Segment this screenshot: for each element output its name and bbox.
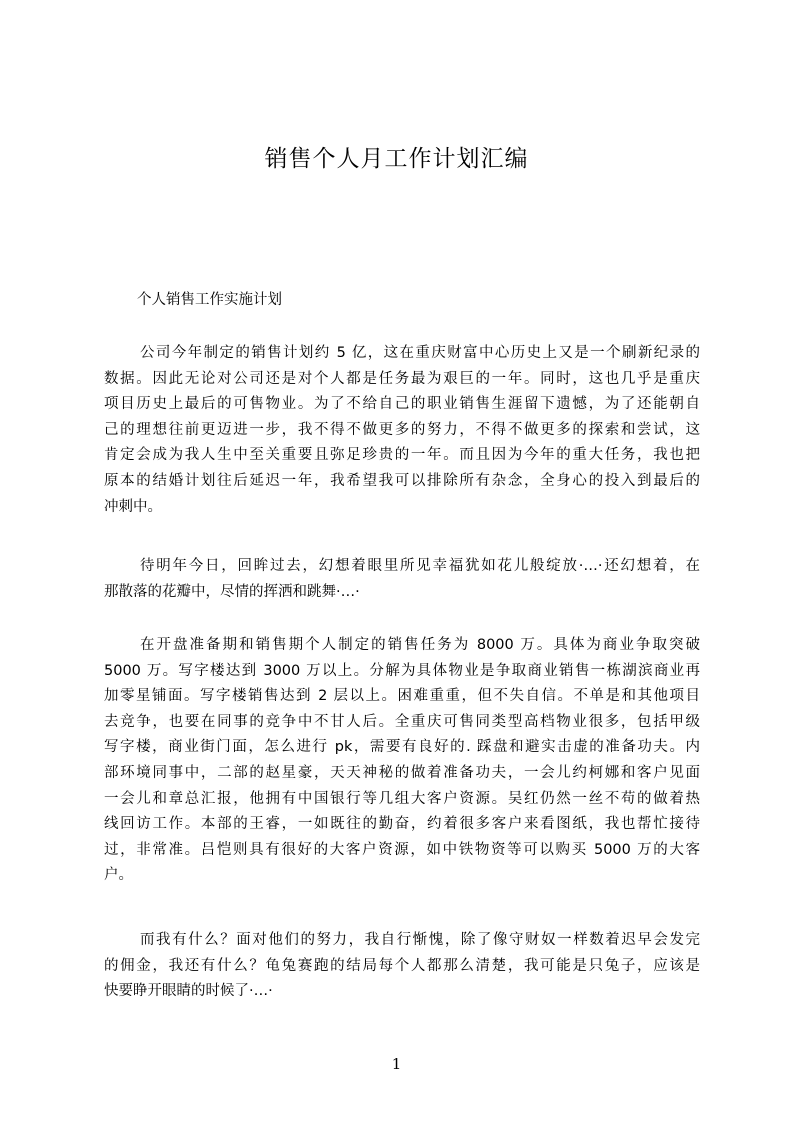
paragraph-line: 加零星铺面。写字楼销售达到 2 层以上。困难重重，但不失自信。不单是和其他项目 xyxy=(104,688,700,705)
paragraph-3 xyxy=(104,633,700,889)
paragraph-line: 线回访工作。本部的王睿，一如既往的勤奋，约着很多客户来看图纸，我也帮忙接待 xyxy=(104,816,700,833)
paragraph-line: 过，非常准。吕恺则具有很好的大客户资源，如中铁物资等可以购买 5000 万的大客 xyxy=(104,841,700,858)
document-title: 销售个人月工作计划汇编 xyxy=(264,146,529,172)
paragraph-line: 数据。因此无论对公司还是对个人都是任务最为艰巨的一年。同时，这也几乎是重庆 xyxy=(104,370,700,387)
paragraph-line: 一会儿和章总汇报，他拥有中国银行等几组大客户资源。吴红仍然一丝不苟的做着热 xyxy=(104,790,700,807)
paragraph-line: 原本的结婚计划往后延迟一年，我希望我可以排除所有杂念，全身心的投入到最后的 xyxy=(104,472,700,489)
paragraph-line: 项目历史上最后的可售物业。为了不给自己的职业销售生涯留下遗憾，为了还能朝自 xyxy=(104,396,700,413)
paragraph-line: 快要睁开眼睛的时候了·…· xyxy=(104,983,273,1000)
paragraph-line: 5000 万。写字楼达到 3000 万以上。分解为具体物业是争取商业销售一栋湖滨商业再 xyxy=(104,662,700,679)
paragraph-line: 而我有什么？面对他们的努力，我自行惭愧，除了像守财奴一样数着迟早会发完 xyxy=(140,932,700,948)
paragraph-line: 的佣金，我还有什么？龟兔赛跑的结局每个人都那么清楚，我可能是只兔子，应该是 xyxy=(104,957,700,974)
paragraph-line: 肯定会成为我人生中至关重要且弥足珍贵的一年。而且因为今年的重大任务，我也把 xyxy=(104,447,700,464)
paragraph-line: 待明年今日，回眸过去，幻想着眼里所见幸福犹如花儿般绽放·…·还幻想着，在 xyxy=(140,558,700,574)
paragraph-line: 己的理想往前更迈进一步，我不得不做更多的努力，不得不做更多的探索和尝试，这 xyxy=(104,421,700,438)
paragraph-2 xyxy=(104,554,700,605)
paragraph-line: 公司今年制定的销售计划约 5 亿，这在重庆财富中心历史上又是一个刷新纪录的 xyxy=(140,345,700,361)
paragraph-line: 部环境同事中，二部的赵星豪，天天神秘的做着准备功夫，一会儿约柯娜和客户见面 xyxy=(104,764,700,781)
page-number: 1 xyxy=(391,1055,402,1073)
paragraph-line: 那散落的花瓣中，尽情的挥洒和跳舞·…· xyxy=(104,583,360,600)
paragraph-line: 写字楼，商业街门面，怎么进行 pk，需要有良好的. 踩盘和避实击虚的准备功夫。内 xyxy=(104,739,700,756)
paragraph-line: 冲刺中。 xyxy=(104,498,162,515)
paragraph-line: 去竞争，也要在同事的竞争中不甘人后。全重庆可售同类型高档物业很多，包括甲级 xyxy=(104,713,700,730)
paragraph-4 xyxy=(104,928,700,1005)
section-subtitle: 个人销售工作实施计划 xyxy=(137,292,282,308)
paragraph-line: 在开盘准备期和销售期个人制定的销售任务为 8000 万。具体为商业争取突破 xyxy=(140,637,700,653)
paragraph-1 xyxy=(104,341,700,520)
paragraph-line: 户。 xyxy=(104,867,133,884)
